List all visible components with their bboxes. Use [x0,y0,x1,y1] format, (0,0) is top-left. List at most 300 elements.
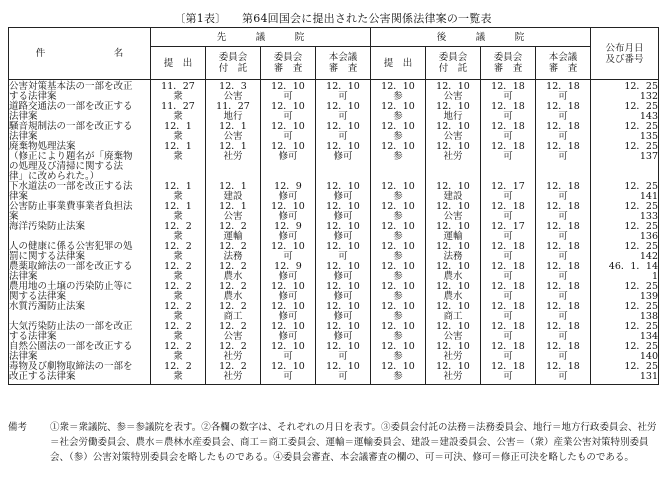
stage-cell [426,322,481,342]
promulgation-cell [591,202,659,222]
promulgation-cell [591,182,659,202]
stage-detail: 参 [393,251,403,262]
stage-detail: 農水 [443,291,463,302]
stage-cell [536,142,591,182]
sub-header: 委員会 付 託 [206,47,261,80]
stage-detail: 参 [393,331,403,342]
stage-cell [426,242,481,262]
promulgation-cell [591,80,659,103]
stage-detail: 可 [558,311,568,322]
stage-date: 12．10 [436,201,470,212]
stage-date: 12．2 [219,281,247,292]
stage-cell [371,302,426,322]
stage-cell [206,182,261,202]
stage-cell [371,282,426,302]
stage-date: 12．18 [491,361,525,372]
stage-date: 12．2 [219,241,247,252]
stage-detail: 地行 [223,111,243,122]
stage-detail: 公害 [223,91,243,102]
law-number: 136 [639,231,659,242]
stage-detail: 修可 [278,191,298,202]
stage-detail: 社労 [223,371,243,382]
stage-cell [426,342,481,362]
stage-cell [261,342,316,362]
stage-detail: 修可 [333,291,353,302]
stage-cell [261,262,316,282]
stage-date: 12．2 [164,261,192,272]
stage-detail: 社労 [443,351,463,362]
stage-date: 12．10 [326,341,360,352]
stage-detail: 可 [503,191,513,202]
stage-date: 12．18 [546,281,580,292]
stage-detail: 建設 [223,191,243,202]
stage-date: 12．10 [381,261,415,272]
stage-detail: 可 [503,271,513,282]
stage-detail: 参 [393,131,403,142]
stage-cell [261,202,316,222]
law-number: 1 [651,271,659,282]
promulgation-cell [591,282,659,302]
bill-name: 公害対策基本法の一部を改正 する法律案 [9,80,151,103]
stage-cell [481,342,536,362]
promulgation-cell [591,222,659,242]
sub-header: 提 出 [371,47,426,80]
stage-detail: 可 [283,251,293,262]
stage-cell [206,302,261,322]
stage-cell [151,282,206,302]
stage-detail: 修可 [333,191,353,202]
stage-date: 12．2 [219,341,247,352]
stage-detail: 可 [283,111,293,122]
bill-name: 廃棄物処理法案 （修正により題名が「廃棄物 の処理及び清掃に関する法 律」に改められた。） [9,142,151,182]
stage-cell [206,202,261,222]
stage-cell [426,222,481,242]
stage-cell [206,80,261,103]
stage-cell [206,322,261,342]
stage-cell [206,242,261,262]
stage-detail: 衆 [173,291,183,302]
first-house-header: 先 議 院 [151,28,371,47]
stage-detail: 可 [283,351,293,362]
sub-header: 委員会 審 査 [261,47,316,80]
stage-date: 12．18 [546,341,580,352]
stage-detail: 衆 [173,371,183,382]
bill-name: 道路交通法の一部を改正する 法律案 [9,102,151,122]
stage-detail: 農水 [223,291,243,302]
promulgation-cell [591,142,659,182]
stage-detail: 衆 [173,131,183,142]
stage-detail: 法務 [223,251,243,262]
notes-text: ①衆＝衆議院、参＝参議院を表す。②各欄の数字は、それぞれの月日を表す。③委員会付託の法務＝法務委員会、地行＝地方行政委員会、社労＝社会労働委員会、農水＝農林水産委員会、商工＝商工委員会、運輸＝運輸委員会、建設＝建設委員会、公害＝（衆）産業公害対策特別委員会、（参）公害対策特別委員会を略したものである。④委員会審査、本会議審査の欄の、可＝可決、修可＝修正可決を略したものである。 [50,422,657,463]
table-row [9,262,659,282]
stage-detail: 参 [393,371,403,382]
stage-detail: 衆 [173,331,183,342]
stage-date: 12．10 [271,361,305,372]
stage-detail: 可 [558,371,568,382]
stage-date: 12．10 [381,81,415,92]
sub-header: 提 出 [151,47,206,80]
stage-date: 12．10 [381,341,415,352]
stage-date: 12．10 [271,341,305,352]
promulgation-date: 12．25 [624,101,659,112]
stage-cell [371,102,426,122]
stage-cell [151,242,206,262]
stage-date: 12．10 [436,301,470,312]
stage-date: 12．10 [381,181,415,192]
bill-name: 自然公園法の一部を改正する 法律案 [9,342,151,362]
stage-detail: 衆 [173,111,183,122]
stage-cell [536,262,591,282]
stage-cell [481,262,536,282]
stage-detail: 可 [558,271,568,282]
promulgation-cell [591,362,659,385]
stage-date: 12．10 [381,121,415,132]
stage-date: 12．1 [219,181,247,192]
stage-date: 12．1 [219,121,247,132]
law-number: 142 [639,251,659,262]
stage-cell [481,362,536,385]
promulgation-cell [591,302,659,322]
stage-date: 12．10 [326,221,360,232]
stage-detail: 衆 [173,191,183,202]
stage-detail: 公害 [443,211,463,222]
stage-cell [316,282,371,302]
stage-detail: 商工 [223,311,243,322]
sub-header: 委員会 審 査 [481,47,536,80]
stage-cell [316,102,371,122]
stage-detail: 可 [558,131,568,142]
bill-name: 海洋汚染防止法案 [9,222,151,242]
stage-date: 12．2 [164,321,192,332]
stage-date: 12．2 [219,301,247,312]
stage-detail: 可 [558,191,568,202]
stage-date: 12．18 [546,181,580,192]
stage-cell [426,362,481,385]
stage-cell [536,222,591,242]
stage-detail: 可 [338,351,348,362]
law-number: 134 [639,331,659,342]
law-number: 131 [639,371,659,382]
stage-detail: 可 [558,211,568,222]
stage-cell [536,342,591,362]
promulgation-date: 12．25 [624,321,659,332]
promulgation-date: 12．25 [624,341,659,352]
stage-date: 12．10 [271,81,305,92]
promulgation-date: 12．25 [624,241,659,252]
stage-cell [426,102,481,122]
stage-cell [261,322,316,342]
stage-detail: 参 [393,91,403,102]
stage-date: 12．10 [436,221,470,232]
stage-date: 12．10 [436,261,470,272]
stage-cell [151,80,206,103]
stage-cell [536,362,591,385]
stage-cell [481,102,536,122]
stage-detail: 可 [558,351,568,362]
stage-cell [481,282,536,302]
stage-cell [316,142,371,182]
stage-cell [371,342,426,362]
stage-detail: 公害 [223,131,243,142]
stage-cell [481,182,536,202]
stage-detail: 修可 [278,151,298,162]
stage-date: 12．17 [491,221,525,232]
stage-date: 12．2 [164,301,192,312]
law-number: 143 [639,111,659,122]
stage-date: 12．2 [219,221,247,232]
stage-cell [371,122,426,142]
table-row [9,242,659,262]
name-column-header: 件 名 [9,28,151,80]
stage-cell [371,142,426,182]
stage-detail: 衆 [173,151,183,162]
stage-detail: 可 [503,311,513,322]
stage-detail: 参 [393,351,403,362]
stage-cell [261,122,316,142]
stage-date: 12．10 [326,361,360,372]
law-number: 133 [639,211,659,222]
promulgation-cell [591,322,659,342]
stage-date: 12．10 [381,241,415,252]
stage-date: 12．18 [546,361,580,372]
stage-cell [316,342,371,362]
stage-cell [481,242,536,262]
stage-detail: 可 [558,331,568,342]
stage-detail: 参 [393,151,403,162]
stage-cell [481,122,536,142]
stage-cell [371,242,426,262]
stage-cell [481,80,536,103]
stage-date: 12．10 [271,121,305,132]
stage-detail: 修可 [333,331,353,342]
stage-cell [206,262,261,282]
stage-date: 12．10 [436,281,470,292]
promulgation-date: 12．25 [624,81,659,92]
stage-date: 12．18 [491,201,525,212]
stage-detail: 法務 [443,251,463,262]
stage-cell [536,242,591,262]
table-row [9,122,659,142]
stage-date: 12．10 [326,101,360,112]
table-row [9,80,659,103]
bill-name: 人の健康に係る公害犯罪の処 罰に関する法律案 [9,242,151,262]
stage-cell [536,182,591,202]
stage-cell [371,222,426,242]
stage-detail: 可 [283,131,293,142]
law-number: 137 [639,151,659,162]
stage-cell [316,322,371,342]
stage-detail: 可 [503,111,513,122]
stage-date: 11．27 [161,101,195,112]
stage-detail: 公害 [223,331,243,342]
stage-cell [316,122,371,142]
stage-date: 12．18 [546,81,580,92]
stage-date: 12．18 [491,81,525,92]
stage-date: 12．10 [436,121,470,132]
stage-date: 12．1 [219,201,247,212]
stage-cell [151,202,206,222]
stage-cell [206,142,261,182]
stage-detail: 公害 [443,131,463,142]
stage-date: 12．10 [326,181,360,192]
stage-date: 12．9 [274,261,302,272]
stage-date: 12．10 [271,321,305,332]
stage-cell [371,262,426,282]
stage-cell [151,102,206,122]
stage-cell [426,262,481,282]
stage-date: 12．10 [381,221,415,232]
stage-detail: 修可 [278,231,298,242]
promulgation-date: 12．25 [624,121,659,132]
promulgation-date: 12．25 [624,221,659,232]
stage-date: 12．18 [546,221,580,232]
stage-cell [206,122,261,142]
stage-date: 12．18 [491,341,525,352]
bill-name: 騒音規制法の一部を改正する 法律案 [9,122,151,142]
stage-date: 12．10 [271,281,305,292]
stage-date: 12．10 [326,121,360,132]
stage-date: 12．18 [491,261,525,272]
promulgation-cell [591,262,659,282]
stage-cell [316,80,371,103]
stage-detail: 衆 [173,211,183,222]
stage-cell [536,282,591,302]
stage-detail: 可 [283,91,293,102]
stage-cell [481,222,536,242]
promulgation-date: 12．25 [624,361,659,372]
sub-header: 本会議 審 査 [316,47,371,80]
stage-cell [261,80,316,103]
table-row [9,362,659,385]
stage-cell [151,182,206,202]
stage-cell [536,80,591,103]
stage-cell [536,322,591,342]
stage-detail: 可 [558,111,568,122]
stage-detail: 可 [558,231,568,242]
table-title: 第64回国会に提出された公害関係法律案の一覧表 [242,12,492,25]
stage-detail: 可 [558,291,568,302]
stage-date: 12．10 [271,141,305,152]
stage-cell [371,80,426,103]
stage-date: 12．10 [436,341,470,352]
sub-header: 本会議 審 査 [536,47,591,80]
stage-detail: 建設 [443,191,463,202]
bill-name: 大気汚染防止法の一部を改正 する法律案 [9,322,151,342]
table-row [9,142,659,182]
stage-detail: 修可 [333,271,353,282]
stage-cell [426,142,481,182]
table-row [9,322,659,342]
stage-cell [206,282,261,302]
notes-label: 備考 [8,422,28,433]
stage-detail: 修可 [333,311,353,322]
table-row [9,202,659,222]
promulgation-cell [591,242,659,262]
stage-detail: 公害 [443,91,463,102]
stage-cell [536,122,591,142]
stage-cell [316,222,371,242]
stage-date: 12．10 [271,201,305,212]
stage-cell [261,222,316,242]
stage-detail: 可 [283,371,293,382]
stage-detail: 可 [503,351,513,362]
stage-cell [261,362,316,385]
stage-cell [536,202,591,222]
stage-detail: 参 [393,311,403,322]
stage-detail: 修可 [278,211,298,222]
stage-date: 12．18 [546,201,580,212]
stage-cell [426,122,481,142]
stage-date: 11．27 [161,81,195,92]
stage-cell [261,182,316,202]
promulgation-date: 12．25 [624,181,659,192]
stage-detail: 参 [393,191,403,202]
stage-date: 12．10 [436,141,470,152]
stage-date: 12．10 [271,301,305,312]
promulgation-date: 12．25 [624,281,659,292]
stage-date: 12．10 [436,321,470,332]
stage-cell [536,102,591,122]
stage-cell [426,302,481,322]
stage-cell [316,262,371,282]
stage-detail: 可 [558,151,568,162]
stage-detail: 可 [503,231,513,242]
stage-detail: 修可 [333,151,353,162]
stage-cell [261,302,316,322]
stage-cell [151,142,206,182]
promulgation-cell [591,102,659,122]
stage-cell [371,202,426,222]
stage-date: 12．10 [381,201,415,212]
stage-cell [151,262,206,282]
stage-cell [261,102,316,122]
stage-cell [316,302,371,322]
stage-detail: 可 [338,91,348,102]
table-row [9,222,659,242]
stage-cell [151,302,206,322]
law-number: 140 [639,351,659,362]
stage-date: 12．2 [164,241,192,252]
stage-detail: 修可 [278,331,298,342]
stage-date: 12．1 [164,141,192,152]
stage-date: 12．18 [491,281,525,292]
stage-detail: 修可 [278,291,298,302]
stage-date: 12．10 [326,141,360,152]
stage-date: 12．10 [326,281,360,292]
table-row [9,342,659,362]
bill-name: 農用地の土壌の汚染防止等に 関する法律案 [9,282,151,302]
stage-date: 12．18 [491,141,525,152]
stage-date: 12．10 [436,181,470,192]
stage-cell [371,322,426,342]
stage-date: 12．10 [381,321,415,332]
bill-name: 公害防止事業費事業者負担法 案 [9,202,151,222]
stage-date: 12．18 [546,321,580,332]
stage-detail: 可 [503,251,513,262]
stage-cell [426,182,481,202]
stage-date: 12．10 [326,201,360,212]
stage-cell [261,282,316,302]
stage-detail: 可 [338,251,348,262]
promulgation-cell [591,122,659,142]
stage-detail: 可 [503,211,513,222]
stage-detail: 衆 [173,311,183,322]
stage-cell [261,242,316,262]
stage-detail: 衆 [173,91,183,102]
stage-date: 12．18 [546,301,580,312]
stage-date: 12．10 [326,81,360,92]
stage-date: 12．10 [326,321,360,332]
